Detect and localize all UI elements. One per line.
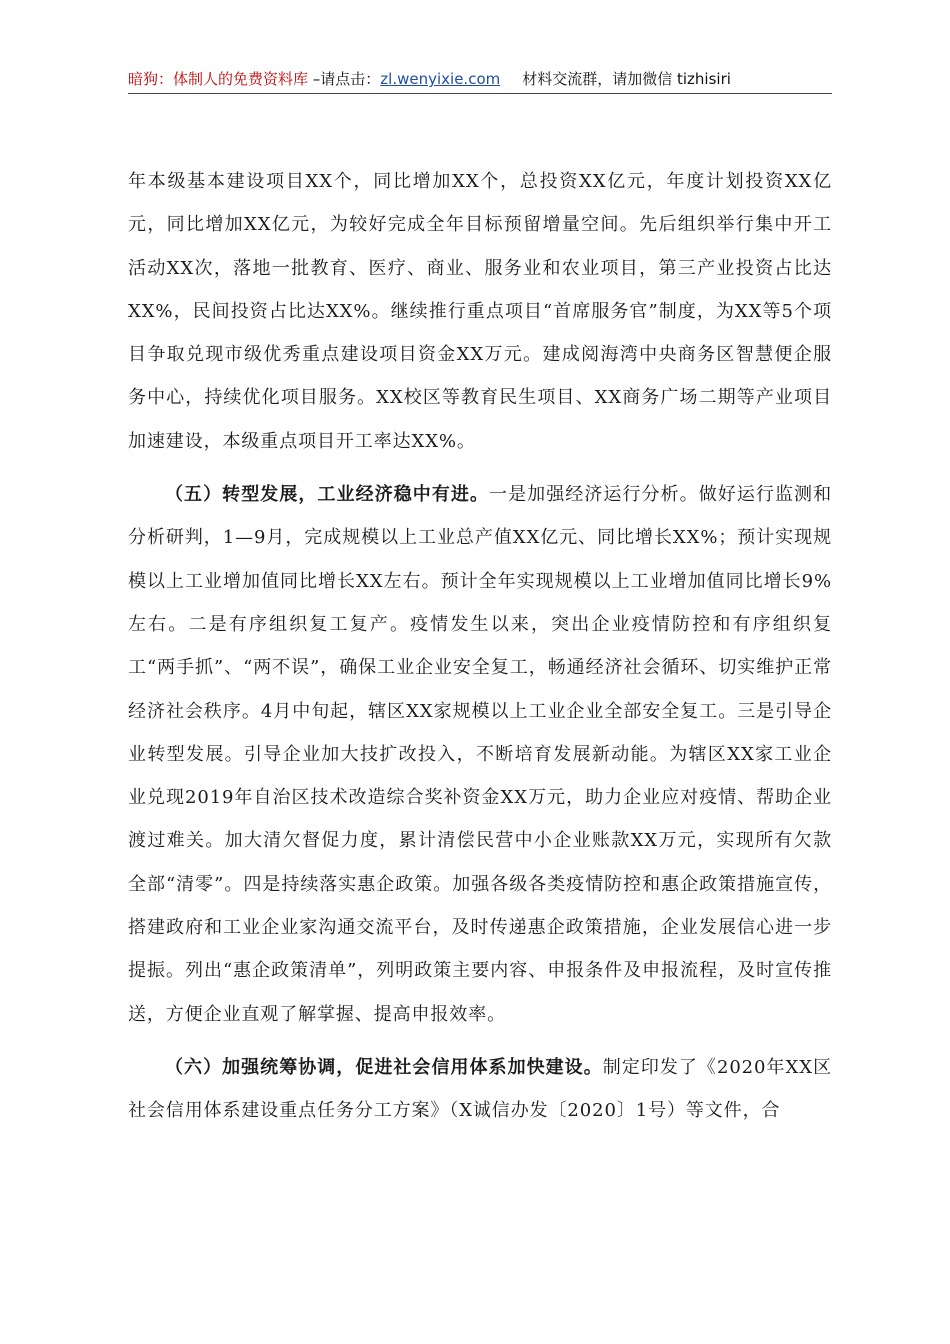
page-header [128, 66, 832, 92]
paragraph-industry [128, 473, 832, 1036]
contact-text: 材料交流群，请加微信 tizhisiri [522, 70, 731, 88]
paragraph-credit [128, 1046, 832, 1133]
paragraph-text: 年本级基本建设项目XX个，同比增加XX个，总投资XX亿元，年度计划投资XX亿元，同比增加XX亿元，为较好完成全年目标预留增量空间。先后组织举行集中开工活动XX次，落地一批教育、医疗、商业、服务业和农业项目，第三产业投资占比达XX%，民间投资占比达XX%。继续推行重点项目“首席服务官”制度，为XX等5个项目争取兑现市级优秀重点建设项目资金XX万元。建成阅海湾中央商务区智慧便企服务中心，持续优化项目服务。XX校区等教育民生项目、XX商务广场二期等产业项目加速建设，本级重点项目开工率达XX%。 [128, 171, 832, 452]
header-divider [128, 93, 832, 94]
paragraph-investment [128, 160, 832, 463]
section-heading: （五）转型发展，工业经济稳中有进。 [165, 484, 490, 506]
document-body [128, 160, 832, 1143]
site-link[interactable]: zl.wenyixie.com [380, 70, 501, 88]
click-prompt: –请点击： [308, 70, 381, 88]
paragraph-text: 一是加强经济运行分析。做好运行监测和分析研判，1—9月，完成规模以上工业总产值XX亿元、同比增长XX%；预计实现规模以上工业增加值同比增长XX左右。预计全年实现规模以上工业增加值同比增长9%左右。二是有序组织复工复产。疫情发生以来，突出企业疫情防控和有序组织复工“两手抓”、“两不误”，确保工业企业安全复工，畅通经济社会循环、切实维护正常经济社会秩序。4月中旬起，辖区XX家规模以上工业企业全部安全复工。三是引导企业转型发展。引导企业加大技扩改投入，不断培育发展新动能。为辖区XX家工业企业兑现2019年自治区技术改造综合奖补资金XX万元，助力企业应对疫情、帮助企业渡过难关。加大清欠督促力度，累计清偿民营中小企业账款XX万元，实现所有欠款全部“清零”。四是持续落实惠企政策。加强各级各类疫情防控和惠企政策措施宣传，搭建政府和工业企业家沟通交流平台，及时传递惠企政策措施，企业发展信心进一步提振。列出“惠企政策清单”，列明政策主要内容、申报条件及申报流程，及时宣传推送，方便企业直观了解掌握、提高申报效率。 [128, 484, 832, 1025]
site-name: 暗狗：体制人的免费资料库 [128, 70, 309, 88]
section-heading: （六）加强统筹协调，促进社会信用体系加快建设。 [165, 1056, 603, 1078]
paragraph-text: 制定印发了《2020年XX区社会信用体系建设重点任务分工方案》（X诚信办发〔2020〕1号）等文件，合 [128, 1056, 832, 1122]
